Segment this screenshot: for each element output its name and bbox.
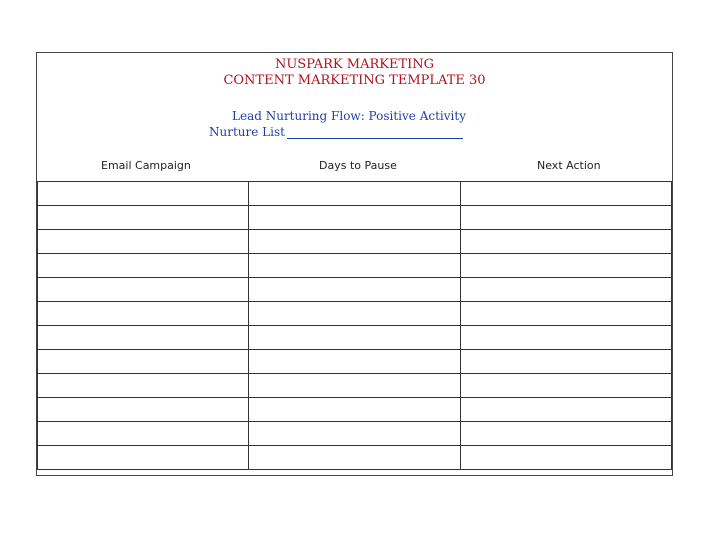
table-cell[interactable]: [249, 182, 461, 206]
table-cell[interactable]: [460, 302, 671, 326]
table-cell[interactable]: [460, 182, 671, 206]
table-cell[interactable]: [38, 398, 249, 422]
table-row: [38, 446, 672, 470]
table-cell[interactable]: [38, 326, 249, 350]
table-cell[interactable]: [38, 278, 249, 302]
table-cell[interactable]: [249, 326, 461, 350]
table-cell[interactable]: [460, 278, 671, 302]
table-cell[interactable]: [460, 326, 671, 350]
nurture-list-label: Nurture List: [209, 125, 285, 139]
table-cell[interactable]: [38, 374, 249, 398]
table-cell[interactable]: [249, 398, 461, 422]
table-row: [38, 326, 672, 350]
campaign-table: [37, 181, 672, 470]
table-cell[interactable]: [249, 374, 461, 398]
nurture-list-field: [209, 125, 463, 139]
table-row: [38, 254, 672, 278]
table-cell[interactable]: [249, 278, 461, 302]
table-cell[interactable]: [38, 302, 249, 326]
table-cell[interactable]: [460, 374, 671, 398]
table-cell[interactable]: [249, 302, 461, 326]
table-cell[interactable]: [249, 254, 461, 278]
table-cell[interactable]: [249, 446, 461, 470]
table-cell[interactable]: [38, 254, 249, 278]
column-header-days-to-pause: Days to Pause: [319, 159, 397, 172]
table-cell[interactable]: [38, 422, 249, 446]
template-title: CONTENT MARKETING TEMPLATE 30: [223, 73, 486, 88]
table-row: [38, 206, 672, 230]
table-cell[interactable]: [460, 398, 671, 422]
table-cell[interactable]: [38, 350, 249, 374]
table-cell[interactable]: [249, 350, 461, 374]
table-row: [38, 350, 672, 374]
table-cell[interactable]: [249, 422, 461, 446]
table-row: [38, 398, 672, 422]
flow-label: Lead Nurturing Flow: Positive Activity: [232, 109, 466, 123]
table-cell[interactable]: [460, 206, 671, 230]
table-cell[interactable]: [249, 230, 461, 254]
company-title: NUSPARK MARKETING: [274, 57, 435, 72]
table-cell[interactable]: [460, 446, 671, 470]
table-cell[interactable]: [38, 206, 249, 230]
table-row: [38, 182, 672, 206]
template-sheet: [36, 52, 673, 476]
table-row: [38, 302, 672, 326]
column-header-email-campaign: Email Campaign: [101, 159, 191, 172]
table-cell[interactable]: [460, 254, 671, 278]
table-row: [38, 278, 672, 302]
table-row: [38, 422, 672, 446]
column-header-next-action: Next Action: [537, 159, 601, 172]
table-cell[interactable]: [38, 446, 249, 470]
table-cell[interactable]: [249, 206, 461, 230]
table-row: [38, 374, 672, 398]
table-cell[interactable]: [38, 230, 249, 254]
table-cell[interactable]: [460, 350, 671, 374]
table-cell[interactable]: [460, 422, 671, 446]
table-cell[interactable]: [460, 230, 671, 254]
table-cell[interactable]: [38, 182, 249, 206]
table-row: [38, 230, 672, 254]
nurture-list-blank: [287, 127, 463, 139]
